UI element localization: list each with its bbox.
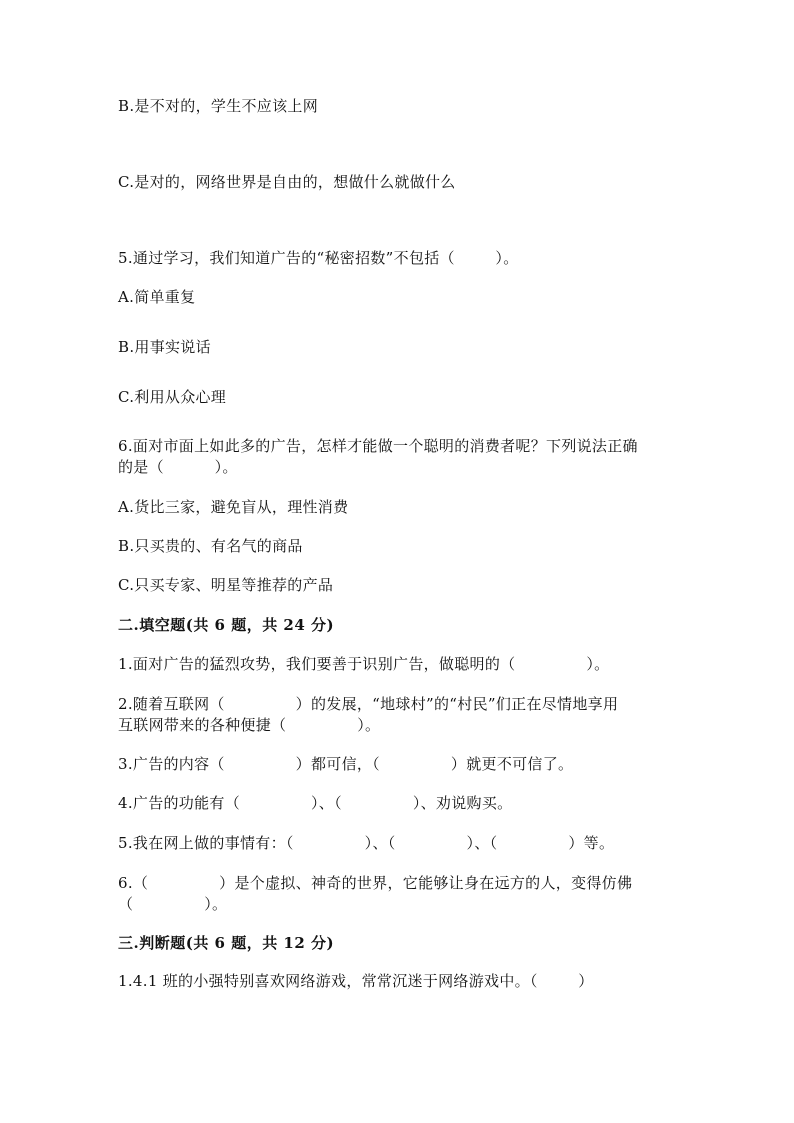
fill-item-2-line1: 2.随着互联网（ ）的发展，“地球村”的“村民”们正在尽情地享用 — [118, 695, 619, 713]
q6-option-a: A.货比三家，避免盲从，理性消费 — [118, 498, 349, 516]
judge-item-1: 1.4.1 班的小强特别喜欢网络游戏，常常沉迷于网络游戏中。（ ） — [118, 972, 594, 990]
q5-option-b: B.用事实说话 — [118, 338, 211, 356]
q6-option-c: C.只买专家、明星等推荐的产品 — [118, 576, 334, 594]
q5-stem: 5.通过学习，我们知道广告的“秘密招数”不包括（ ）。 — [118, 249, 519, 267]
section2-heading: 二.填空题(共 6 题，共 24 分) — [118, 616, 335, 634]
fill-item-2-line2: 互联网带来的各种便捷（ ）。 — [118, 716, 381, 734]
q6-option-b: B.只买贵的、有名气的商品 — [118, 537, 303, 555]
q4-option-c: C.是对的，网络世界是自由的，想做什么就做什么 — [118, 173, 456, 191]
q6-stem-line1: 6.面对市面上如此多的广告，怎样才能做一个聪明的消费者呢？下列说法正确 — [118, 437, 638, 455]
q4-option-b: B.是不对的，学生不应该上网 — [118, 97, 318, 115]
fill-item-3: 3.广告的内容（ ）都可信，（ ）就更不可信了。 — [118, 755, 574, 773]
fill-item-4: 4.广告的功能有（ ）、（ ）、劝说购买。 — [118, 794, 513, 812]
fill-item-6-line2: （ ）。 — [118, 895, 228, 913]
q6-stem-line2: 的是（ ）。 — [118, 458, 238, 476]
q5-option-a: A.简单重复 — [118, 288, 196, 306]
q5-option-c: C.利用从众心理 — [118, 388, 227, 406]
fill-item-1: 1.面对广告的猛烈攻势，我们要善于识别广告，做聪明的（ ）。 — [118, 655, 610, 673]
fill-item-5: 5.我在网上做的事情有：（ ）、（ ）、（ ）等。 — [118, 834, 615, 852]
fill-item-6-line1: 6.（ ）是个虚拟、神奇的世界，它能够让身在远方的人，变得仿佛 — [118, 874, 633, 892]
section3-heading: 三.判断题(共 6 题，共 12 分) — [118, 934, 335, 952]
